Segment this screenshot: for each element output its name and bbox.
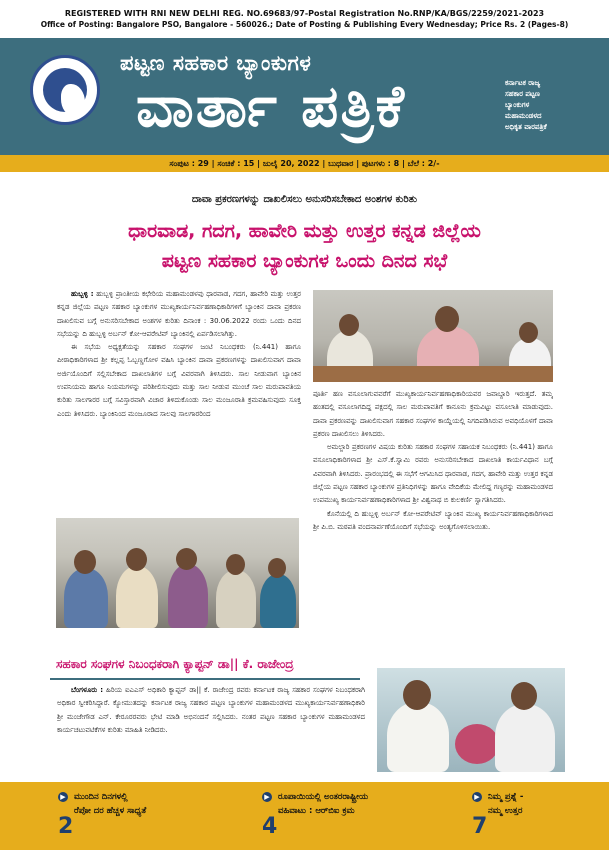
second-headline: ಸಹಕಾರ ಸಂಘಗಳ ನಿಬಂಧಕರಾಗಿ ಕ್ಯಾಪ್ಟನ್ ಡಾ|| ಕೆ. ರಾಜೇಂದ್ರ	[56, 657, 294, 671]
teaser-line: ನಮ್ಮ ಉತ್ತರ	[488, 806, 523, 816]
arrow-bullet-icon: ▶	[58, 792, 68, 802]
headline-line: ಪಟ್ಟಣ ಸಹಕಾರ ಬ್ಯಾಂಕುಗಳ ಒಂದು ದಿನದ ಸಭೆ	[161, 250, 448, 272]
lead-headline	[20, 216, 589, 276]
audience-photo	[56, 518, 299, 628]
teaser-page-number: 7	[472, 814, 488, 839]
footer-teaser[interactable]	[58, 790, 218, 846]
lead-paragraph: ಕೊನೆಯಲ್ಲಿ ದಿ ಹುಬ್ಬಳ್ಳಿ ಅರ್ಬನ್ ಕೋ-ಆಪರೇಟಿವ್ ಬ್ಯಾಂಕಿನ ಮುಖ್ಯ ಕಾರ್ಯನಿರ್ವಹಣಾಧಿಕಾರಿಗಳಾದ ಶ್ರೀ ಪಿ.ಬಿ. ಮಠಪತಿ ವಂದನಾರ್ಪಣೆಯೊಂದಿಗೆ ಸಭೆಯನ್ನು ಅಂತ್ಯಗೊಳಿಸಲಾಯಿತು.	[313, 509, 553, 531]
lead-paragraph: ಅಮಲ್ಜಾರಿ ಪ್ರಕರಣಗಳ ವಿಷಯ ಕುರಿತು ಸಹಕಾರ ಸಂಘಗಳ ಸಹಾಯಕ ನಿಬಂಧಕರು (ನಿ.441) ಹಾಗೂ ವಸೂಲಾಧಿಕಾರಿಗಳಾದ ಶ್ರೀ ಎಸ್.ಕೆ.ಸ್ವಾಮಿ ರವರು ಅನುಸರಿಸಬೇಕಾದ ದಾಖಲಾತಿ ಕಾರ್ಯವಿಧಾನ ಬಗ್ಗೆ ವಿವರವಾಗಿ ತಿಳಿಸಿದರು. ಪ್ರಾರಂಭದಲ್ಲಿ ಈ ಸಭೆಗೆ ಆಗಮಿಸಿದ ಧಾರವಾಡ, ಗದಗ, ಹಾವೇರಿ ಮತ್ತು ಉತ್ತರ ಕನ್ನಡ ಜಿಲ್ಲೆಯ ಪಟ್ಟಣ ಸಹಕಾರ ಬ್ಯಾಂಕುಗಳ ಪ್ರತಿನಿಧಿಗಳನ್ನು ಹಾಗೂ ವೇದಿಕೆಯ ಮೇಲಿದ್ದ ಗಣ್ಯರನ್ನು ಮಹಾಮಂಡಳದ ಉಪಮುಖ್ಯ ಕಾರ್ಯನಿರ್ವಹಣಾಧಿಕಾರಿಗಳಾದ ಶ್ರೀ ವಿಶ್ವನಾಥ ಬಿ ಕುಲಕರ್ಣಿ ಸ್ವಾಗತಿಸಿದರು.	[313, 443, 553, 505]
registration-line: REGISTERED WITH RNI NEW DELHI REG. NO.69683/97-Postal Registration No.RNP/KA/BGS/2259/2021-2023	[64, 9, 545, 18]
lead-left-column	[57, 288, 301, 510]
teaser-line: ಮುಂದಿನ ದಿನಗಳಲ್ಲಿ	[74, 792, 128, 802]
tagline-line: ಅಧಿಕೃತ ವಾರಪತ್ರಿಕೆ	[505, 123, 547, 131]
person-head	[176, 548, 197, 570]
dateline: ಹುಬ್ಬಳ್ಳಿ :	[71, 290, 94, 298]
masthead-pretitle: ಪಟ್ಟಣ ಸಹಕಾರ ಬ್ಯಾಂಕುಗಳ	[120, 51, 312, 75]
issue-info-bar: ಸಂಪುಟ : 29 | ಸಂಚಿಕೆ : 15 | ಜುಲೈ 20, 2022 | ಬುಧವಾರ | ಪುಟಗಳು : 8 | ಬೆಲೆ : 2/-	[0, 155, 609, 172]
headline-line: ಧಾರವಾಡ, ಗದಗ, ಹಾವೇರಿ ಮತ್ತು ಉತ್ತರ ಕನ್ನಡ ಜಿಲ್ಲೆಯ	[128, 220, 481, 242]
table-edge	[313, 366, 553, 382]
person-figure	[216, 570, 256, 628]
footer-teaser[interactable]	[472, 790, 597, 846]
person-figure	[260, 574, 296, 628]
karnataka-map-icon	[61, 84, 85, 116]
person-head	[126, 548, 147, 571]
dateline: ಬೆಂಗಳೂರು :	[71, 686, 104, 694]
person-figure	[64, 568, 108, 628]
teaser-page-number: 2	[58, 814, 74, 839]
tagline-line: ಮಹಾಮಂಡಳದ	[505, 112, 542, 120]
teaser-line: ನಿಮ್ಮ ಪ್ರಶ್ನೆ -	[488, 792, 524, 802]
person-head	[226, 554, 245, 575]
person-figure	[116, 566, 158, 628]
teaser-line: ರೆಪೋ ದರ ಹೆಚ್ಚಳ ಸಾಧ್ಯತೆ	[74, 806, 147, 816]
person-head	[519, 322, 538, 343]
teaser-text	[488, 790, 523, 818]
posting-line: Office of Posting: Bangalore PSO, Bangalore - 560026.; Date of Posting & Publishing Every Wednesday; Price Rs. 2 (Pages-8)	[40, 20, 569, 29]
person-head	[435, 306, 459, 332]
tagline-line: ಕರ್ನಾಟಕ ರಾಜ್ಯ	[505, 79, 541, 87]
lead-right-column	[313, 388, 553, 648]
lead-paragraph: ಈ ಸಭೆಯ ಅಧ್ಯಕ್ಷತೆಯನ್ನು ಸಹಕಾರ ಸಂಘಗಳ ಜಂಟಿ ನಿಬಂಧಕರು (ನಿ.441) ಹಾಗೂ ಪೀಠಾಧಿಕಾರಿಗಳಾದ ಶ್ರೀ ಕಲ್ಲಪ್ಪ ಓಬ್ಬಣ್ಣಗೋಳ ವಹಿಸಿ ಬ್ಯಾಂಕಿನ ದಾವಾ ಪ್ರಕರಣಗಳನ್ನು ದಾಖಲಿಸುವಾಗ ದಾವಾ ಅರ್ಜಿಯೊಂದಿಗೆ ಸಲ್ಲಿಸಬೇಕಾದ ದಾಖಲಾತಿಗಳ ಬಗ್ಗೆ ವಿವರವಾಗಿ ತಿಳಿಸಿದರು. ಸಾಲ ನೀಡುವಾಗ ಬ್ಯಾಂಕಿನ ಉಪನಿಯಮ ಹಾಗೂ ನಿಯಮಗಳನ್ನು ಪರಿಶೀಲಿಸುವುದು ಮತ್ತು ಸಾಲ ನೀಡುವ ಮುಂಚೆ ಸಾಲ ಮರುಪಾವತಿಯ ಕುರಿತು ಸಾಲಗಾರರ ಬಗ್ಗೆ ಸವಿಸ್ತಾರವಾಗಿ ವಿಚಾರ ತಿಳಿದುಕೊಂಡು ಸಾಲ ಮಂಜೂರಾತಿ ಕ್ರಮವಹಿಸುವುದು ಸೂಕ್ತ ಎಂದು ತಿಳಿಸಿದರು. ಬ್ಯಾಂಕಿನಿಂದ ಮಂಜೂರಾದ ಸಾಲವು ಸಾಲಗಾರರಿಂದ	[57, 343, 301, 418]
federation-seal-logo	[30, 55, 100, 125]
person-head	[339, 314, 359, 336]
arrow-bullet-icon: ▶	[262, 792, 272, 802]
headline-rule	[50, 678, 360, 680]
flower-bouquet	[455, 724, 499, 764]
tagline-line: ಬ್ಯಾಂಕುಗಳ	[505, 101, 530, 109]
person-head	[268, 558, 286, 578]
felicitation-photo	[377, 668, 565, 772]
teaser-line: ವಹಿವಾಟು : ಆರ್‌ಬಿಐ ಕ್ರಮ	[278, 806, 355, 816]
tagline-line: ಸಹಕಾರ ಪಟ್ಟಣ	[505, 90, 540, 98]
person-head	[511, 682, 537, 710]
person-figure	[168, 564, 208, 628]
paragraph-text: ಹಿರಿಯ ಐಎಎಸ್ ಅಧಿಕಾರಿ ಕ್ಯಾಪ್ಟನ್ ಡಾ|| ಕೆ. ರಾಜೇಂದ್ರ ರವರು ಕರ್ನಾಟಕ ರಾಜ್ಯ ಸಹಕಾರ ಸಂಘಗಳ ನಿಬಂಧಕರಾಗಿ ಅಧಿಕಾರ ಸ್ವೀಕರಿಸಿದ್ದಾರೆ. ಕ್ಯೋಮುತದನ್ನು ಕರ್ನಾಟಕ ರಾಜ್ಯ ಸಹಕಾರ ಪಟ್ಟಣ ಬ್ಯಾಂಕುಗಳ ಮಹಾಮಂಡಳದ ಮುಖ್ಯಕಾರ್ಯನಿರ್ವಹಣಾಧಿಕಾರಿ ಶ್ರೀ ಮಂಜೇಗೌಡ ಎನ್. ಕೇರೂರರವರು ಭೇಟಿ ಮಾಡಿ ಅಭಿನಂದನೆ ಸಲ್ಲಿಸಿದರು. ನಂತರ ಪಟ್ಟಣ ಸಹಕಾರ ಬ್ಯಾಂಕುಗಳ ಮಹಾಮಂಡಳದ ಕಾರ್ಯಚಟುವಟಿಕೆಗಳ ಕುರಿತು ಮಾಹಿತಿ ನೀಡಿದರು.	[57, 686, 365, 734]
person-figure	[387, 702, 449, 772]
person-head	[403, 680, 431, 710]
person-head	[74, 550, 96, 574]
teaser-text	[74, 790, 146, 818]
person-figure	[495, 704, 555, 772]
meeting-stage-photo	[313, 290, 553, 382]
lead-paragraph: ಪೂರ್ತಿ ಹಣ ವಸೂಲಾಗುವವರೆಗೆ ಮುಖ್ಯಕಾರ್ಯನಿರ್ವಹಣಾಧಿಕಾರಿಯವರ ಜವಾಬ್ದಾರಿ ಇರುತ್ತದೆ. ತಮ್ಮ ಹಂತದಲ್ಲಿ ವಸೂಲಾಗದಿದ್ದ ಪಕ್ಷದಲ್ಲಿ ಸಾಲ ಮರುಪಾವತಿಗೆ ಕಾನೂನು ಕ್ರಮವಿಟ್ಟು ವಸೂಲಾತಿ ಮಾಡುವುದು. ದಾವಾ ಪ್ರಕರಣವನ್ನು ದಾಖಲಿಸುವಾಗ ಸಹಕಾರ ಸಂಘಗಳ ಕಾಯ್ದೆಯಲ್ಲಿ ನಿಗದಿಪಡಿಸಿರುವ ಅವಧಿಯೊಳಗೆ ದಾವಾ ಪ್ರಕರಣ ದಾಖಲಿಸಲು ತಿಳಿಸಿದರು.	[313, 390, 553, 438]
paragraph-text: ಹುಬ್ಬಳ್ಳಿ ಪ್ರಾಂತೀಯ ಕಛೇರಿಯ ಮಹಾಮಂಡಳವು ಧಾರವಾಡ, ಗದಗ, ಹಾವೇರಿ ಮತ್ತು ಉತ್ತರ ಕನ್ನಡ ಜಿಲ್ಲೆಯ ಪಟ್ಟಣ ಸಹಕಾರ ಬ್ಯಾಂಕುಗಳ ಮುಖ್ಯಕಾರ್ಯನಿರ್ವಹಣಾಧಿಕಾರಿಗಳಿಗೆ ಬ್ಯಾಂಕಿನ ದಾವಾ ಪ್ರಕರಣ ದಾಖಲಿಸುವ ಬಗ್ಗೆ ಅನುಸರಿಸಬೇಕಾದ ಅಂಶಗಳ ಕುರಿತು ದಿನಾಂಕ : 30.06.2022 ರಂದು ಒಂದು ದಿನದ ಸಭೆಯನ್ನು ದಿ ಹುಬ್ಬಳ್ಳಿ ಅರ್ಬನ್ ಕೋ-ಆಪರೇಟಿವ್ ಬ್ಯಾಂಕಿನಲ್ಲಿ ಏರ್ಪಡಿಸಲಾಗಿತ್ತು.	[57, 290, 301, 338]
teaser-page-number: 4	[262, 814, 278, 839]
lead-paragraph	[57, 288, 301, 341]
teaser-line: ರೂಪಾಯಿಯಲ್ಲಿ ಅಂತರರಾಷ್ಟ್ರೀಯ	[278, 792, 369, 802]
story-paragraph	[57, 684, 365, 737]
masthead-tagline	[505, 78, 605, 133]
arrow-bullet-icon: ▶	[472, 792, 482, 802]
seal-emblem-icon	[43, 68, 87, 112]
masthead-title: ವಾರ್ತಾ ಪತ್ರಿಕೆ	[136, 72, 406, 140]
lead-kicker: ದಾವಾ ಪ್ರಕರಣಗಳನ್ನು ದಾಖಲಿಸಲು ಅನುಸರಿಸಬೇಕಾದ ಅಂಶಗಳ ಕುರಿತು	[191, 194, 418, 205]
teaser-text	[278, 790, 368, 818]
second-story-body	[57, 684, 365, 778]
footer-teaser[interactable]	[262, 790, 442, 846]
